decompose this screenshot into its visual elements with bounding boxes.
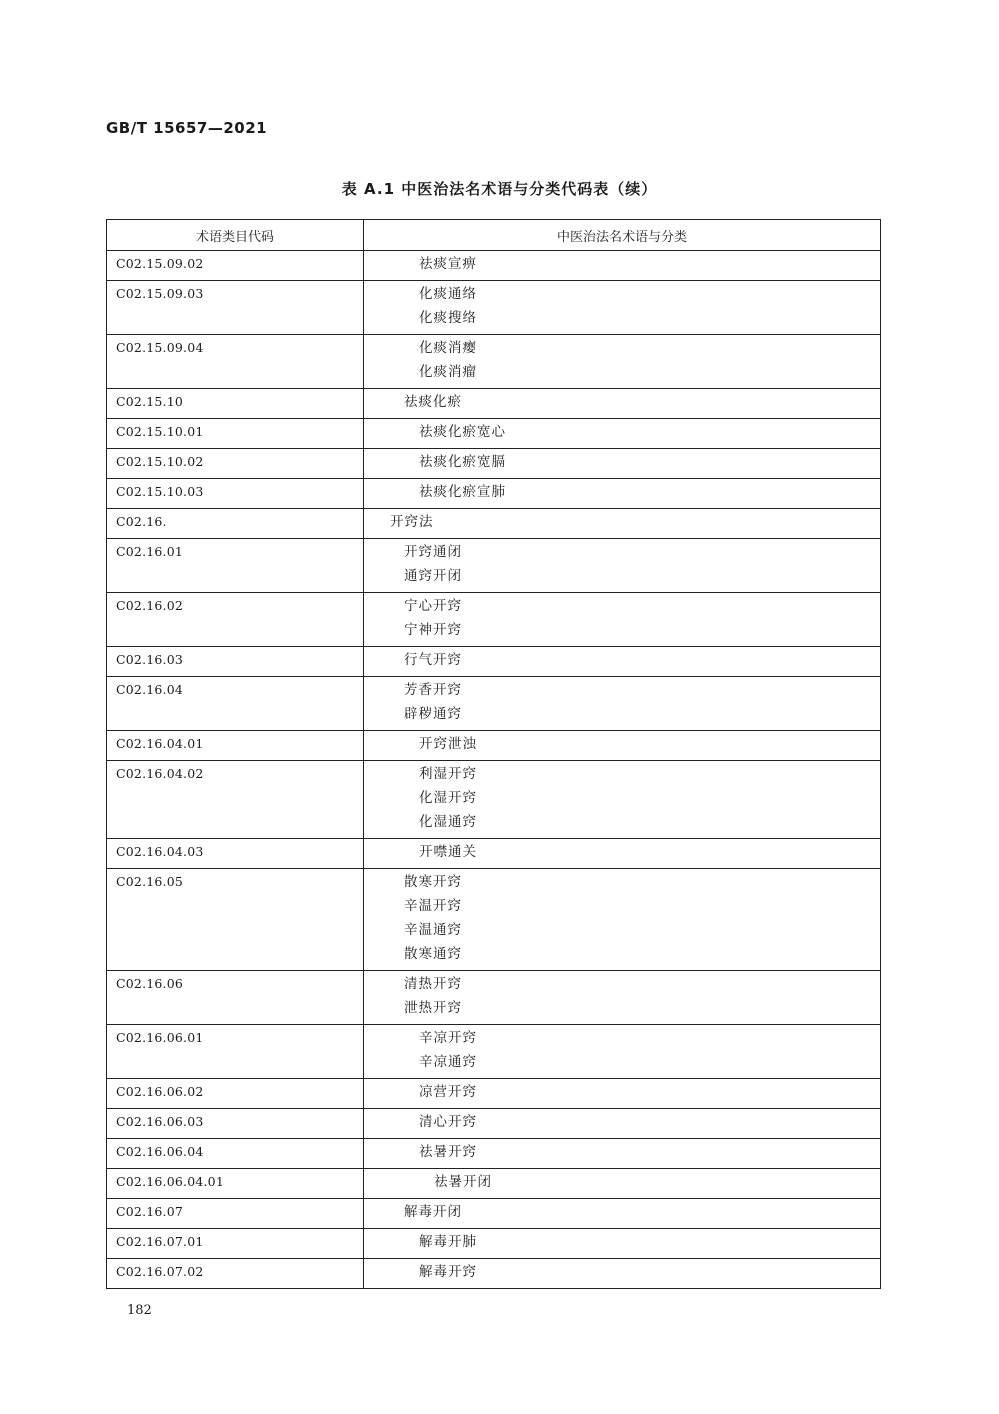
- term-code: C02.16.06: [107, 971, 364, 1025]
- term-code: C02.16.04.01: [107, 731, 364, 761]
- term-name: 化痰通络: [419, 286, 477, 302]
- term-cell: [364, 509, 881, 539]
- term-name: 开窍法: [390, 514, 434, 530]
- table-row: [107, 839, 881, 869]
- term-name: 宁心开窍: [404, 598, 462, 614]
- table-row: [107, 677, 881, 731]
- term-cell: [364, 1109, 881, 1139]
- term-code: C02.16.01: [107, 539, 364, 593]
- term-code: C02.15.09.03: [107, 281, 364, 335]
- term-name: 化湿开窍: [419, 790, 477, 806]
- table-row: [107, 1169, 881, 1199]
- term-cell: [364, 1259, 881, 1289]
- term-code: C02.15.09.04: [107, 335, 364, 389]
- term-name: 祛痰宣痹: [419, 256, 477, 272]
- term-cell: [364, 419, 881, 449]
- table-row: [107, 449, 881, 479]
- term-name: 辛凉通窍: [419, 1054, 477, 1070]
- table-row: [107, 731, 881, 761]
- term-name: 祛痰化瘀宣肺: [419, 484, 506, 500]
- term-name: 行气开窍: [404, 652, 462, 668]
- table-row: [107, 419, 881, 449]
- term-code: C02.16.05: [107, 869, 364, 971]
- term-name: 解毒开闭: [404, 1204, 462, 1220]
- term-name: 解毒开窍: [419, 1264, 477, 1280]
- term-cell: [364, 593, 881, 647]
- term-name: 利湿开窍: [419, 766, 477, 782]
- term-name: 散寒开窍: [404, 874, 462, 890]
- term-cell: [364, 761, 881, 839]
- term-name: 解毒开肺: [419, 1234, 477, 1250]
- term-code: C02.16.07.02: [107, 1259, 364, 1289]
- term-cell: [364, 839, 881, 869]
- term-code: C02.16.: [107, 509, 364, 539]
- term-name: 泄热开窍: [404, 1000, 462, 1016]
- term-cell: [364, 1169, 881, 1199]
- term-cell: [364, 971, 881, 1025]
- term-cell: [364, 1139, 881, 1169]
- table-row: [107, 1259, 881, 1289]
- term-name: 辛温通窍: [404, 922, 462, 938]
- term-name: 开窍通闭: [404, 544, 462, 560]
- term-name: 散寒通窍: [404, 946, 462, 962]
- term-code: C02.15.09.02: [107, 251, 364, 281]
- term-cell: [364, 647, 881, 677]
- term-code: C02.16.04.03: [107, 839, 364, 869]
- term-name: 化痰搜络: [419, 310, 477, 326]
- col-header-term: 中医治法名术语与分类: [364, 220, 881, 251]
- term-code: C02.16.06.04: [107, 1139, 364, 1169]
- table-row: [107, 509, 881, 539]
- table-row: [107, 1079, 881, 1109]
- term-cell: [364, 449, 881, 479]
- table-row: [107, 1109, 881, 1139]
- term-cell: [364, 1229, 881, 1259]
- code-table: [106, 219, 880, 1289]
- term-name: 祛痰化瘀宽心: [419, 424, 506, 440]
- table-row: [107, 1199, 881, 1229]
- term-name: 凉营开窍: [419, 1084, 477, 1100]
- table-body: [107, 251, 881, 1289]
- term-name: 清心开窍: [419, 1114, 477, 1130]
- term-name: 化痰消瘿: [419, 340, 477, 356]
- term-code: C02.16.07: [107, 1199, 364, 1229]
- term-code: C02.16.04.02: [107, 761, 364, 839]
- table-row: [107, 335, 881, 389]
- col-header-code: 术语类目代码: [107, 220, 364, 251]
- term-code: C02.15.10: [107, 389, 364, 419]
- term-name: 祛暑开窍: [419, 1144, 477, 1160]
- term-code: C02.15.10.03: [107, 479, 364, 509]
- term-cell: [364, 869, 881, 971]
- term-code: C02.16.02: [107, 593, 364, 647]
- term-code: C02.15.10.02: [107, 449, 364, 479]
- term-name: 开窍泄浊: [419, 736, 477, 752]
- term-code: C02.16.07.01: [107, 1229, 364, 1259]
- table-row: [107, 647, 881, 677]
- term-name: 辛凉开窍: [419, 1030, 477, 1046]
- table-row: [107, 869, 881, 971]
- term-name: 化痰消瘤: [419, 364, 477, 380]
- table-row: [107, 593, 881, 647]
- term-cell: [364, 479, 881, 509]
- term-code: C02.16.04: [107, 677, 364, 731]
- page-number: 182: [127, 1303, 152, 1318]
- table-row: [107, 971, 881, 1025]
- term-name: 芳香开窍: [404, 682, 462, 698]
- term-code: C02.16.06.02: [107, 1079, 364, 1109]
- term-name: 开噤通关: [419, 844, 477, 860]
- term-name: 宁神开窍: [404, 622, 462, 638]
- table-title: 表 A.1 中医治法名术语与分类代码表（续）: [341, 180, 658, 198]
- term-code: C02.15.10.01: [107, 419, 364, 449]
- term-code: C02.16.06.04.01: [107, 1169, 364, 1199]
- table-row: [107, 1229, 881, 1259]
- term-name: 化湿通窍: [419, 814, 477, 830]
- standard-id: GB/T 15657—2021: [106, 119, 268, 137]
- term-code: C02.16.06.03: [107, 1109, 364, 1139]
- term-name: 辛温开窍: [404, 898, 462, 914]
- term-name: 祛痰化瘀宽膈: [419, 454, 506, 470]
- table-row: [107, 1139, 881, 1169]
- term-code: C02.16.06.01: [107, 1025, 364, 1079]
- term-cell: [364, 281, 881, 335]
- table-row: [107, 251, 881, 281]
- term-cell: [364, 335, 881, 389]
- term-cell: [364, 1025, 881, 1079]
- term-cell: [364, 539, 881, 593]
- term-name: 祛暑开闭: [434, 1174, 492, 1190]
- table-header-row: [107, 220, 881, 251]
- table-row: [107, 281, 881, 335]
- table-row: [107, 761, 881, 839]
- term-cell: [364, 389, 881, 419]
- table-row: [107, 539, 881, 593]
- term-cell: [364, 677, 881, 731]
- term-name: 通窍开闭: [404, 568, 462, 584]
- term-cell: [364, 1079, 881, 1109]
- term-name: 祛痰化瘀: [404, 394, 462, 410]
- term-cell: [364, 1199, 881, 1229]
- term-cell: [364, 731, 881, 761]
- term-name: 辟秽通窍: [404, 706, 462, 722]
- table-row: [107, 479, 881, 509]
- table-row: [107, 1025, 881, 1079]
- term-name: 清热开窍: [404, 976, 462, 992]
- term-cell: [364, 251, 881, 281]
- term-code: C02.16.03: [107, 647, 364, 677]
- table-row: [107, 389, 881, 419]
